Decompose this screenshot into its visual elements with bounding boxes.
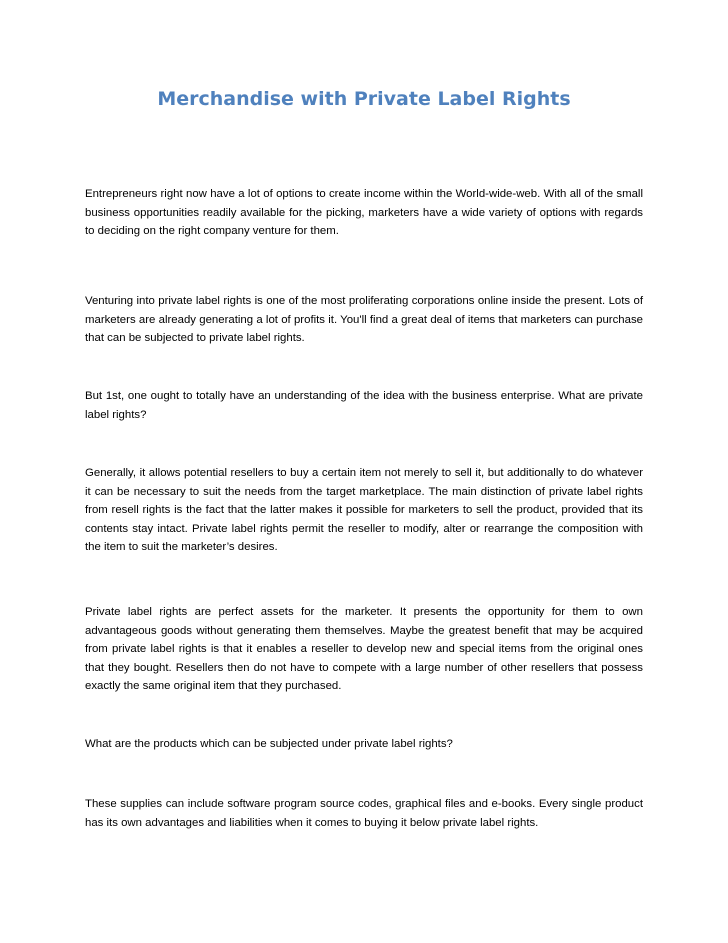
paragraph-benefits: Private label rights are perfect assets for the marketer. It presents the opportunity for them to own advantageous goods without generating them themselves. Maybe the greatest benefit that may be acquired from private label rights is that it enables a reseller to develop new and special items from the original ones that they bought. Resellers then do not have to compete with a large number of other resellers that possess exactly the same original item that they purchased. [85, 606, 643, 693]
paragraph-definition: Generally, it allows potential resellers to buy a certain item not merely to sell it, but additionally to do whatever it can be necessary to suit the needs from the target marketplace. The main distinction of private label rights from resell rights is the fact that the latter makes it possible for marketers to sell the product, provided that its contents stay intact. Private label rights permit the reseller to modify, alter or rearrange the composition with the item to suit the marketer’s desires. [85, 467, 643, 554]
paragraph-supplies: These supplies can include software program source codes, graphical files and e-books. Every single product has its own advantages and liabilities when it comes to buying it below private label rights. [85, 798, 643, 829]
paragraph-question: But 1st, one ought to totally have an understanding of the idea with the business enterprise. What are private label rights? [85, 390, 643, 421]
paragraph-products-question: What are the products which can be subjected under private label rights? [85, 738, 453, 750]
paragraph-venturing: Venturing into private label rights is one of the most proliferating corporations online inside the present. Lots of marketers are already generating a lot of profits it. You'll find a great deal of items that marketers can purchase that can be subjected to private label rights. [85, 295, 643, 345]
document-title: Merchandise with Private Label Rights [157, 88, 571, 110]
paragraph-intro: Entrepreneurs right now have a lot of options to create income within the World-wide-web. With all of the small business opportunities readily available for the picking, marketers have a wide variety of options with regards to deciding on the right company venture for them. [85, 188, 643, 238]
